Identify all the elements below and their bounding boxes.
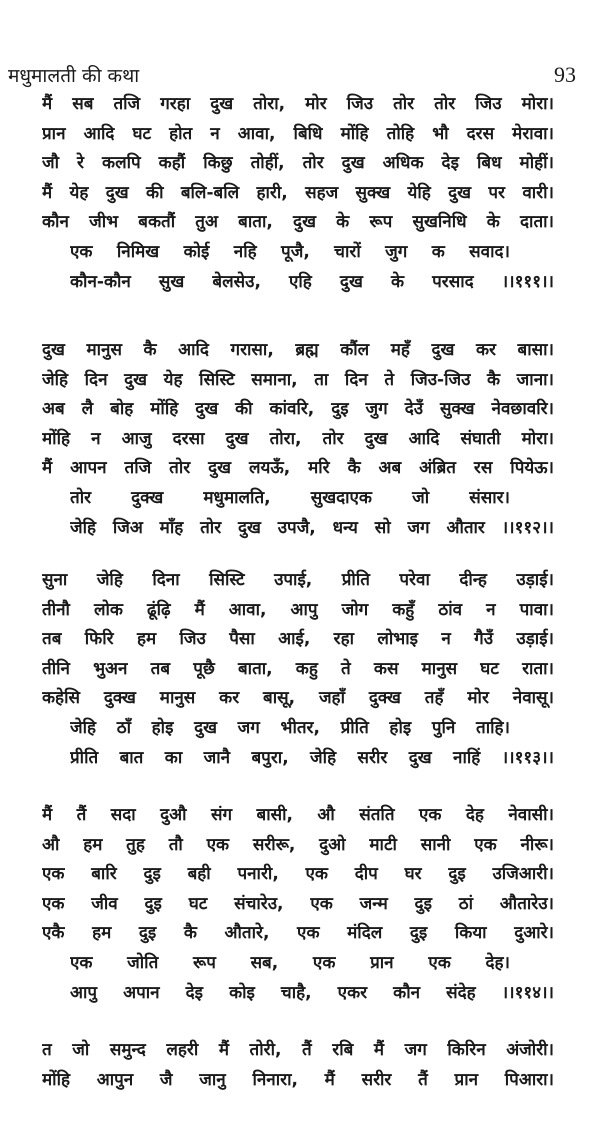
stanza (42, 336, 554, 543)
verse-line: तीनि भुअन तब पूछै बाता, कहु ते कस मानुस घट राता। (42, 658, 554, 679)
verse-line: दुख मानुस कै आदि गरासा, ब्रह्म कौंल महँ दुख कर बासा। (42, 340, 554, 360)
stanza (42, 801, 554, 1008)
verse-line: मोंहि न आजु दरसा दुख तोरा, तोर दुख आदि संघाती मोरा। (42, 428, 554, 449)
verse-line: जेहि दिन दुख येह सिस्टि समाना, ता दिन ते जिउ-जिउ कै जाना। (42, 369, 554, 390)
verse-line: एक जोति रूप सब, एक प्रान एक देह। (70, 952, 510, 973)
verse-line: मैं तैं सदा दुऔ संग बासी, औ संतति एक देह नेवासी। (42, 805, 554, 825)
verse-line: त जो समुन्द लहरी मैं तोरी, तैं रबि मैं जग किरिन अंजोरी। (42, 1040, 554, 1060)
verse-line: कौन-कौन सुख बेलसेउ, एहि दुख के परसाद ।।१११।। (70, 271, 554, 292)
verse-line: एकै हम दुइ कै औतारे, एक मंदिल दुइ किया दुआरे। (42, 923, 554, 944)
verse-line: तीनौ लोक ढूंढ़ि मैं आवा, आपु जोग कहुँ ठांव न पावा। (42, 599, 554, 620)
stanza (42, 1036, 554, 1095)
verse-line: सुना जेहि दिना सिस्टि उपाई, प्रीति परेवा दीन्ह उड़ाई। (42, 570, 554, 590)
page-number: 93 (554, 62, 576, 87)
verse-line: तब फिरि हम जिउ पैसा आई, रहा लोभाइ न गैउँ उड़ाई। (42, 629, 554, 650)
verse-line: मैं सब तजि गरहा दुख तोरा, मोर जिउ तोर तोर जिउ मोरा। (42, 94, 554, 114)
verse-line: प्रान आदि घट होत न आवा, बिधि मोंहि तोहि भौ दरस मेरावा। (42, 123, 554, 144)
verse-line: औ हम तुह तौ एक सरीरू, दुओ माटी सानी एक नीरू। (42, 834, 554, 855)
verse-line: जेहि जिअ माँह तोर दुख उपजै, धन्य सो जग औतार ।।११२।। (70, 517, 554, 538)
stanza (42, 566, 554, 773)
verse-line: मैं येह दुख की बलि-बलि हारी, सहज सुक्ख येहि दुख पर वारी। (42, 182, 554, 203)
verse-line: एक निमिख कोई नहि पूजै, चारों जुग क सवाद। (70, 241, 510, 262)
verse-line: तोर दुक्ख मधुमालति, सुखदाएक जो संसार। (70, 487, 510, 508)
verse-line: अब लै बोह मोंहि दुख की कांवरि, दुइ जुग देउँ सुक्ख नेवछावरि। (42, 399, 554, 420)
verse-line: एक जीव दुइ घट संचारेउ, एक जन्म दुइ ठां औतारेउ। (42, 893, 554, 914)
stanza (42, 90, 554, 297)
running-header-title: मधुमालती की कथा (8, 65, 140, 87)
verse-line: मोंहि आपुन जै जानु निनारा, मैं सरीर तैं प्रान पिआरा। (42, 1069, 554, 1090)
verse-line: मैं आपन तजि तोर दुख लयऊँ, मरि कै अब अंब्रित रस पियेऊ। (42, 458, 554, 479)
verse-line: आपु अपान देइ कोइ चाहै, एकर कौन संदेह ।।११४।। (70, 982, 554, 1003)
verse-line: कौन जीभ बकतौं तुअ बाता, दुख के रूप सुखनिधि के दाता। (42, 212, 554, 233)
verse-line: एक बारि दुइ बही पनारी, एक दीप घर दुइ उजिआरी। (42, 864, 554, 885)
verse-line: जेहि ठाँ होइ दुख जग भीतर, प्रीति होइ पुनि ताहि। (70, 717, 510, 738)
verse-line: कहेसि दुक्ख मानुस कर बासू, जहाँ दुक्ख तहँ मोर नेवासू। (42, 688, 554, 709)
verse-line: जौ रे कलपि कहौं किछु तोहीं, तोर दुख अधिक देइ बिध मोहीं। (42, 153, 554, 174)
verse-line: प्रीति बात का जानै बपुरा, जेहि सरीर दुख नाहिं ।।११३।। (70, 747, 554, 768)
